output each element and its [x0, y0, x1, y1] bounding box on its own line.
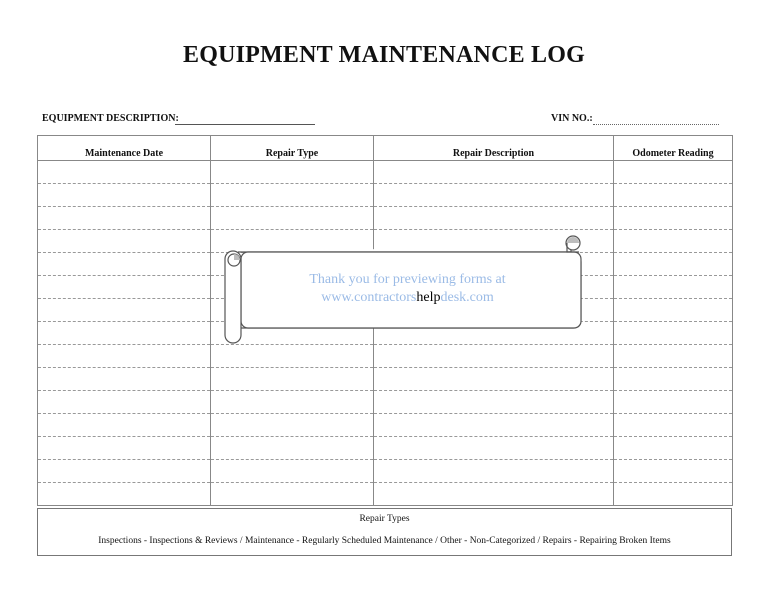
table-row	[38, 437, 733, 460]
watermark-line2[interactable]	[240, 289, 575, 307]
repair-description-cell[interactable]	[374, 345, 614, 368]
maintenance-date-cell[interactable]	[38, 276, 211, 299]
vin-no-label: VIN NO.:	[551, 113, 593, 124]
table-row	[38, 161, 733, 184]
repair-type-cell[interactable]	[211, 414, 374, 437]
repair-description-cell[interactable]	[374, 460, 614, 483]
watermark-url-prefix: www.contractors	[321, 290, 417, 305]
column-header-odometer-reading: Odometer Reading	[614, 136, 733, 161]
repair-type-cell[interactable]	[211, 161, 374, 184]
odometer-reading-cell[interactable]	[614, 483, 733, 506]
repair-description-cell[interactable]	[374, 207, 614, 230]
maintenance-date-cell[interactable]	[38, 253, 211, 276]
table-row	[38, 345, 733, 368]
maintenance-date-cell[interactable]	[38, 161, 211, 184]
repair-type-cell[interactable]	[211, 345, 374, 368]
column-header-repair-description: Repair Description	[374, 136, 614, 161]
page-title: EQUIPMENT MAINTENANCE LOG	[183, 42, 585, 68]
column-header-repair-type: Repair Type	[211, 136, 374, 161]
repair-type-cell[interactable]	[211, 368, 374, 391]
odometer-reading-cell[interactable]	[614, 368, 733, 391]
watermark-url-suffix: desk.com	[440, 290, 494, 305]
maintenance-date-cell[interactable]	[38, 299, 211, 322]
maintenance-date-cell[interactable]	[38, 460, 211, 483]
repair-types-legend	[37, 508, 732, 556]
odometer-reading-cell[interactable]	[614, 230, 733, 253]
maintenance-date-cell[interactable]	[38, 322, 211, 345]
odometer-reading-cell[interactable]	[614, 276, 733, 299]
odometer-reading-cell[interactable]	[614, 253, 733, 276]
odometer-reading-cell[interactable]	[614, 414, 733, 437]
maintenance-date-cell[interactable]	[38, 230, 211, 253]
equipment-description-label: EQUIPMENT DESCRIPTION:	[42, 113, 179, 124]
equipment-description-field[interactable]	[175, 124, 315, 125]
maintenance-date-cell[interactable]	[38, 483, 211, 506]
repair-description-cell[interactable]	[374, 184, 614, 207]
repair-description-cell[interactable]	[374, 368, 614, 391]
table-row	[38, 184, 733, 207]
table-row	[38, 207, 733, 230]
repair-type-cell[interactable]	[211, 460, 374, 483]
odometer-reading-cell[interactable]	[614, 437, 733, 460]
odometer-reading-cell[interactable]	[614, 345, 733, 368]
odometer-reading-cell[interactable]	[614, 460, 733, 483]
watermark-text	[240, 271, 575, 307]
maintenance-date-cell[interactable]	[38, 345, 211, 368]
watermark-line1: Thank you for previewing forms at	[309, 272, 506, 287]
repair-description-cell[interactable]	[374, 414, 614, 437]
odometer-reading-cell[interactable]	[614, 184, 733, 207]
table-row	[38, 460, 733, 483]
maintenance-date-cell[interactable]	[38, 184, 211, 207]
table-row	[38, 368, 733, 391]
repair-type-cell[interactable]	[211, 184, 374, 207]
odometer-reading-cell[interactable]	[614, 391, 733, 414]
odometer-reading-cell[interactable]	[614, 161, 733, 184]
repair-type-cell[interactable]	[211, 207, 374, 230]
legend-title: Repair Types	[359, 514, 410, 524]
maintenance-date-cell[interactable]	[38, 391, 211, 414]
table-row	[38, 483, 733, 506]
maintenance-date-cell[interactable]	[38, 414, 211, 437]
repair-type-cell[interactable]	[211, 483, 374, 506]
table-row	[38, 414, 733, 437]
legend-body: Inspections - Inspections & Reviews / Maintenance - Regularly Scheduled Maintenance / Other - Non-Categorized / Repairs - Repairing Broken Items	[98, 536, 671, 546]
repair-type-cell[interactable]	[211, 437, 374, 460]
maintenance-date-cell[interactable]	[38, 437, 211, 460]
repair-description-cell[interactable]	[374, 391, 614, 414]
repair-type-cell[interactable]	[211, 391, 374, 414]
maintenance-date-cell[interactable]	[38, 207, 211, 230]
vin-no-field[interactable]	[593, 124, 719, 125]
maintenance-date-cell[interactable]	[38, 368, 211, 391]
repair-description-cell[interactable]	[374, 483, 614, 506]
column-header-maintenance-date: Maintenance Date	[38, 136, 211, 161]
repair-description-cell[interactable]	[374, 161, 614, 184]
table-row	[38, 391, 733, 414]
watermark-url-highlight: help	[416, 290, 441, 305]
odometer-reading-cell[interactable]	[614, 299, 733, 322]
odometer-reading-cell[interactable]	[614, 207, 733, 230]
odometer-reading-cell[interactable]	[614, 322, 733, 345]
repair-description-cell[interactable]	[374, 437, 614, 460]
table-header-row	[38, 136, 733, 161]
